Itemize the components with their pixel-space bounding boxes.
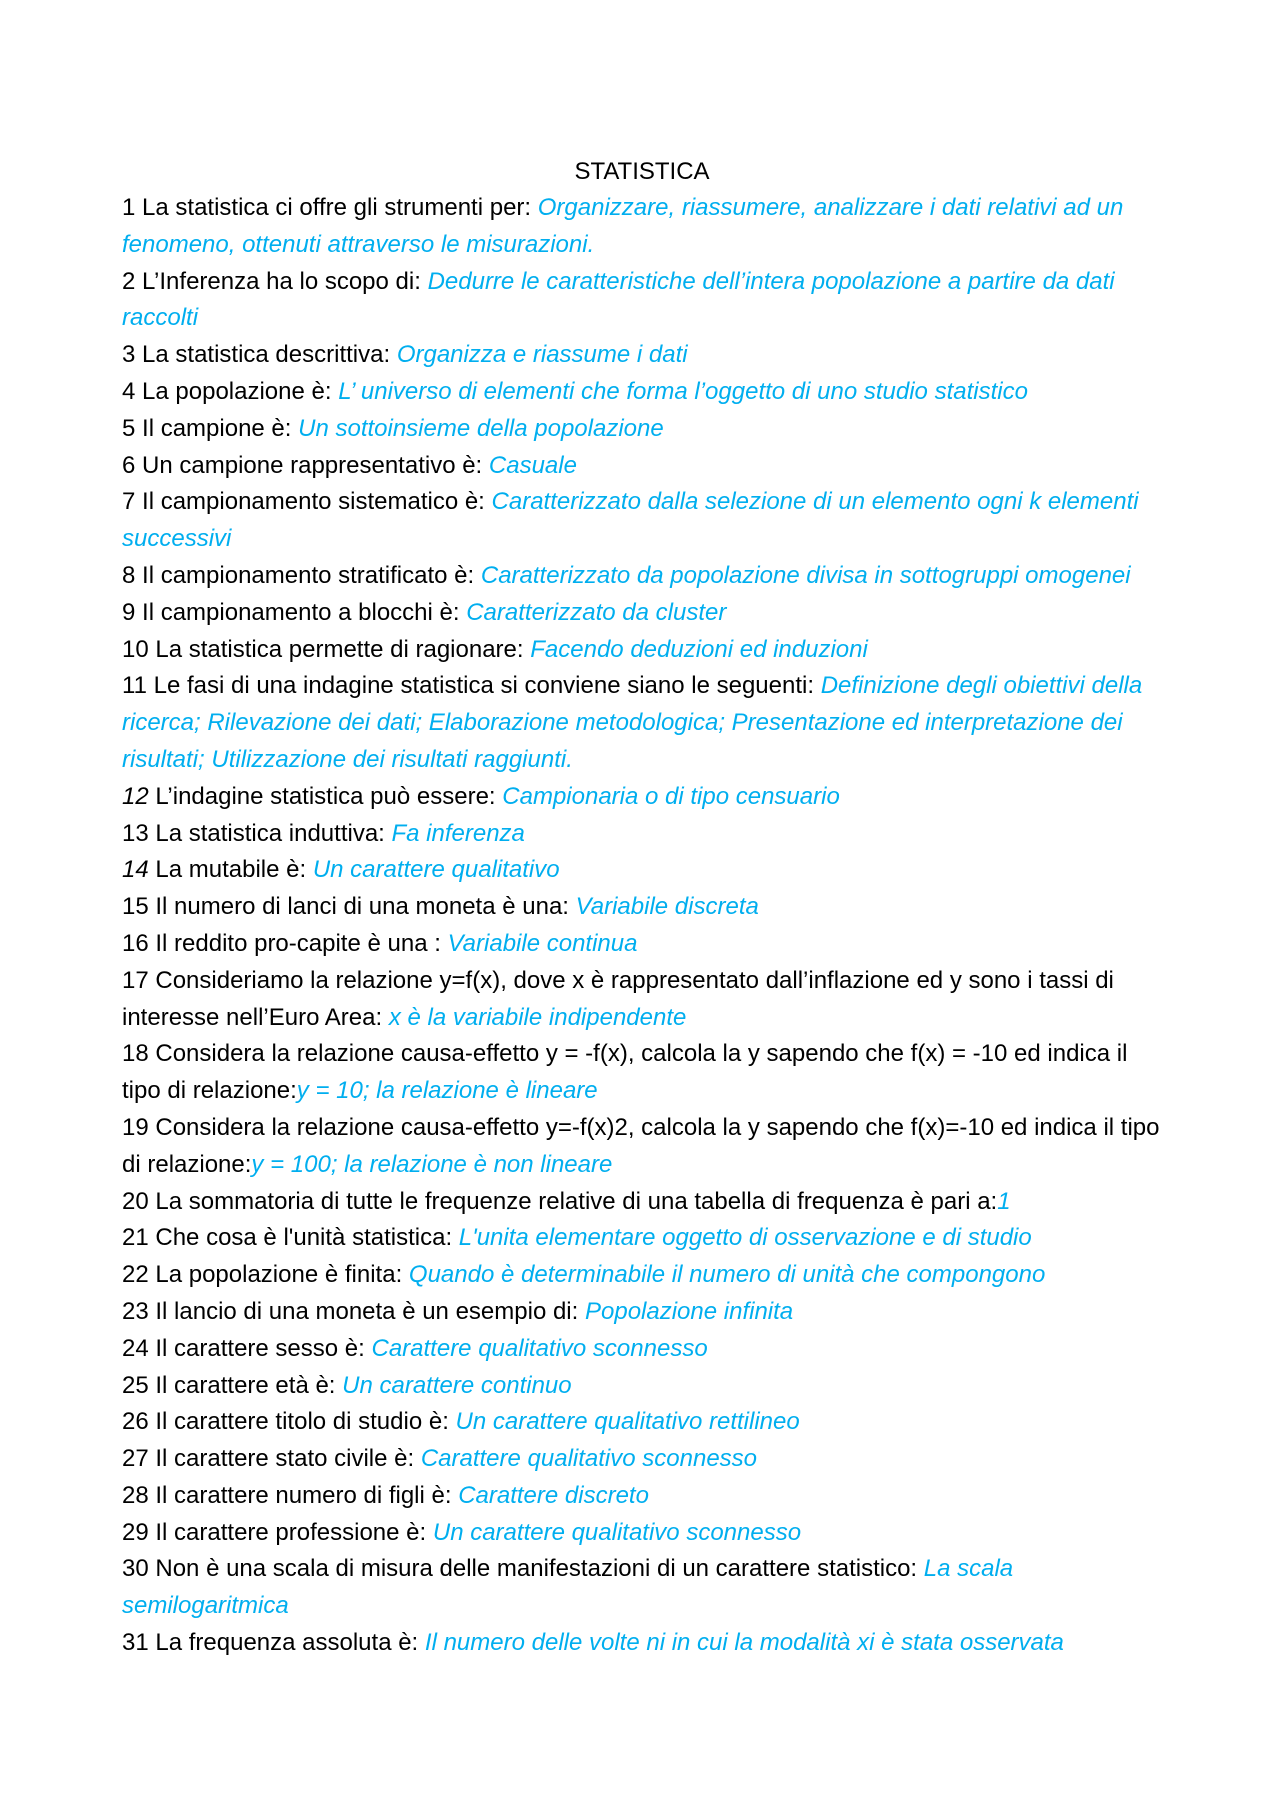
item-number: 9 <box>122 598 136 626</box>
item-answer: Organizza e riassume i dati <box>396 341 688 369</box>
qa-item <box>122 1441 1162 1478</box>
item-number: 4 <box>122 377 136 405</box>
qa-item <box>122 1036 1162 1110</box>
item-number: 26 <box>122 1408 149 1436</box>
item-number: 17 <box>122 966 149 994</box>
item-number: 28 <box>122 1481 149 1509</box>
item-number: 21 <box>122 1224 149 1252</box>
qa-item <box>122 1625 1162 1662</box>
qa-item <box>122 448 1162 485</box>
qa-item <box>122 264 1162 338</box>
item-answer: Facendo deduzioni ed induzioni <box>530 635 868 663</box>
item-number: 23 <box>122 1297 149 1325</box>
qa-item <box>122 595 1162 632</box>
qa-item <box>122 337 1162 374</box>
item-question: Considera la relazione causa-effetto y=-f(x)2, calcola la y sapendo che f(x)=-10 ed indica il tipo di relazione: <box>122 1113 1160 1178</box>
item-number: 24 <box>122 1334 149 1362</box>
item-answer: Quando è determinabile il numero di unità che compongono <box>408 1261 1046 1289</box>
item-question: Il carattere professione è: <box>155 1518 427 1546</box>
item-answer: Caratterizzato da popolazione divisa in sottogruppi omogenei <box>480 561 1131 589</box>
item-number: 8 <box>122 561 136 589</box>
document-title: STATISTICA <box>574 158 710 185</box>
item-number: 30 <box>122 1555 149 1583</box>
qa-item <box>122 374 1162 411</box>
item-answer: Carattere qualitativo sconnesso <box>420 1445 758 1473</box>
qa-item <box>122 926 1162 963</box>
qa-item <box>122 1404 1162 1441</box>
item-question: Il campione è: <box>142 414 292 442</box>
item-answer: Fa inferenza <box>391 819 525 847</box>
item-question: Considera la relazione causa-effetto y = -f(x), calcola la y sapendo che f(x) = -10 ed indica il tipo di relazione: <box>122 1040 1128 1105</box>
item-answer: Caratterizzato dalla selezione di un elemento ogni k elementi successivi <box>122 488 1139 553</box>
item-number: 11 <box>122 672 147 700</box>
item-question: La frequenza assoluta è: <box>155 1629 419 1657</box>
qa-item <box>122 1331 1162 1368</box>
item-number: 6 <box>122 451 136 479</box>
item-question: La statistica descrittiva: <box>142 341 391 369</box>
item-answer: L'unita elementare oggetto di osservazione e di studio <box>458 1224 1032 1252</box>
item-answer: Il numero delle volte ni in cui la modalità xi è stata osservata <box>424 1629 1064 1657</box>
item-question: La statistica permette di ragionare: <box>155 635 524 663</box>
item-question: Il campionamento a blocchi è: <box>142 598 460 626</box>
item-question: L’Inferenza ha lo scopo di: <box>142 267 421 295</box>
item-answer: 1 <box>997 1187 1011 1215</box>
item-number: 29 <box>122 1518 149 1546</box>
document-page <box>122 153 1162 1662</box>
item-answer: Caratterizzato da cluster <box>466 598 727 626</box>
item-answer: x è la variabile indipendente <box>388 1003 687 1031</box>
item-answer: Variabile continua <box>447 929 638 957</box>
item-question: Il numero di lanci di una moneta è una: <box>155 893 569 921</box>
item-question: La popolazione è finita: <box>155 1261 403 1289</box>
item-number: 18 <box>122 1040 149 1068</box>
qa-item <box>122 963 1162 1037</box>
item-answer: Casuale <box>488 451 577 479</box>
qa-item <box>122 1368 1162 1405</box>
item-answer: Un carattere qualitativo <box>312 856 560 884</box>
item-question: Il carattere sesso è: <box>155 1334 365 1362</box>
item-answer: Organizzare, riassumere, analizzare i dati relativi ad un fenomeno, ottenuti attraverso le misurazioni. <box>122 194 1124 258</box>
item-answer: Carattere discreto <box>458 1481 649 1509</box>
item-question: Il carattere titolo di studio è: <box>155 1408 449 1436</box>
item-number: 20 <box>122 1187 149 1215</box>
item-number: 7 <box>122 488 136 516</box>
qa-item <box>122 852 1162 889</box>
qa-item <box>122 484 1162 558</box>
item-question: Il campionamento stratificato è: <box>142 561 475 589</box>
item-question: L’indagine statistica può essere: <box>155 782 496 810</box>
item-question: Il carattere stato civile è: <box>155 1445 415 1473</box>
item-answer: L’ universo di elementi che forma l’oggetto di uno studio statistico <box>338 377 1028 405</box>
item-answer: Un carattere continuo <box>342 1371 572 1399</box>
item-number: 2 <box>122 267 136 295</box>
item-answer: Un sottoinsieme della popolazione <box>298 414 664 442</box>
item-number: 31 <box>122 1629 149 1657</box>
item-question: La sommatoria di tutte le frequenze relative di una tabella di frequenza è pari a: <box>155 1187 998 1215</box>
item-number: 3 <box>122 341 136 369</box>
qa-item <box>122 816 1162 853</box>
item-answer: Definizione degli obiettivi della ricerca; Rilevazione dei dati; Elaborazione metodologica; Presentazione ed interpretazione dei risultati; Utilizzazione dei risultati raggiunti. <box>122 672 1143 773</box>
item-number: 15 <box>122 893 149 921</box>
item-question: Che cosa è l'unità statistica: <box>155 1224 453 1252</box>
qa-item <box>122 779 1162 816</box>
item-number: 27 <box>122 1445 149 1473</box>
item-question: Un campione rappresentativo è: <box>142 451 483 479</box>
qa-item <box>122 558 1162 595</box>
item-number: 16 <box>122 929 149 957</box>
item-question: La statistica induttiva: <box>155 819 385 847</box>
qa-item <box>122 1551 1162 1625</box>
qa-item <box>122 411 1162 448</box>
item-answer: La scala semilogaritmica <box>122 1555 1014 1620</box>
qa-item <box>122 190 1162 264</box>
qa-item <box>122 632 1162 669</box>
item-answer: Campionaria o di tipo censuario <box>502 782 840 810</box>
item-answer: Dedurre le caratteristiche dell’intera popolazione a partire da dati raccolti <box>122 267 1115 332</box>
qa-item <box>122 889 1162 926</box>
item-answer: Carattere qualitativo sconnesso <box>371 1334 708 1362</box>
item-number: 1 <box>122 194 136 221</box>
item-number: 22 <box>122 1261 149 1289</box>
item-question: Non è una scala di misura delle manifestazioni di un carattere statistico: <box>155 1555 918 1583</box>
item-answer: y = 100; la relazione è non lineare <box>251 1150 613 1178</box>
item-number: 14 <box>122 856 149 884</box>
item-question: Il carattere numero di figli è: <box>155 1481 452 1509</box>
item-question: La popolazione è: <box>142 377 332 405</box>
item-number: 10 <box>122 635 149 663</box>
item-answer: Variabile discreta <box>575 893 759 921</box>
item-question: Il lancio di una moneta è un esempio di: <box>155 1297 579 1325</box>
item-question: Consideriamo la relazione y=f(x), dove x è rappresentato dall’inflazione ed y sono i tassi di interesse nell’Euro Area: <box>122 966 1114 1031</box>
item-answer: Un carattere qualitativo sconnesso <box>432 1518 802 1546</box>
qa-item <box>122 1184 1162 1221</box>
qa-item <box>122 1294 1162 1331</box>
item-number: 25 <box>122 1371 149 1399</box>
item-answer: Un carattere qualitativo rettilineo <box>455 1408 800 1436</box>
qa-item <box>122 1220 1162 1257</box>
qa-item <box>122 1478 1162 1515</box>
item-number: 5 <box>122 414 136 442</box>
item-number: 12 <box>122 782 149 810</box>
item-question: Il reddito pro-capite è una : <box>155 929 441 957</box>
item-question: Il campionamento sistematico è: <box>142 488 485 516</box>
item-number: 19 <box>122 1113 149 1141</box>
qa-item <box>122 1515 1162 1552</box>
item-answer: Popolazione infinita <box>584 1297 794 1325</box>
item-question: La statistica ci offre gli strumenti per: <box>142 194 532 221</box>
item-number: 13 <box>122 819 149 847</box>
qa-item <box>122 1110 1162 1184</box>
item-question: Le fasi di una indagine statistica si conviene siano le seguenti: <box>153 672 815 700</box>
qa-item <box>122 668 1162 778</box>
item-question: La mutabile è: <box>155 856 307 884</box>
item-question: Il carattere età è: <box>155 1371 336 1399</box>
item-answer: y = 10; la relazione è lineare <box>296 1077 598 1105</box>
qa-item <box>122 1257 1162 1294</box>
